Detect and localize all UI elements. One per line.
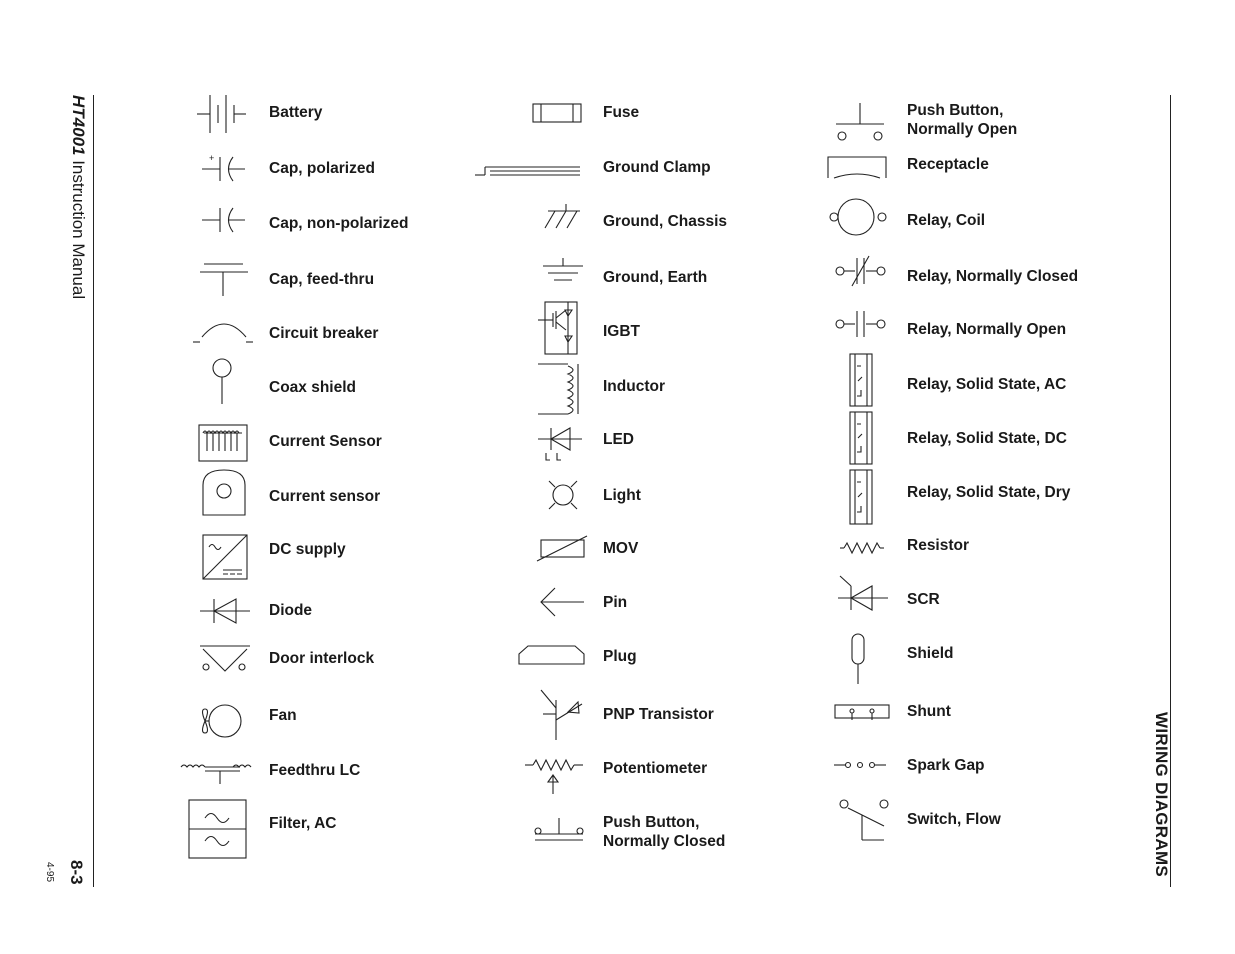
plug-symbol	[519, 646, 584, 664]
label-receptacle: Receptacle	[907, 156, 989, 173]
receptacle-symbol	[828, 157, 886, 178]
label-push-button-no-line2: Normally Open	[907, 121, 1018, 138]
label-cap-polarized: Cap, polarized	[269, 160, 375, 177]
label-light: Light	[603, 487, 641, 504]
relay-nc-symbol	[836, 256, 885, 286]
potentiometer-symbol	[525, 760, 583, 794]
fuse-symbol	[533, 104, 581, 122]
dc-supply-symbol	[203, 535, 247, 579]
ground-chassis-symbol	[545, 204, 580, 228]
label-ground-earth: Ground, Earth	[603, 269, 708, 286]
label-pnp-transistor: PNP Transistor	[603, 706, 714, 723]
label-relay-ss-dry: Relay, Solid State, Dry	[907, 484, 1071, 501]
relay-coil-symbol	[830, 199, 886, 235]
section-title: WIRING DIAGRAMS	[1152, 712, 1171, 878]
label-plug: Plug	[603, 648, 637, 665]
label-ground-chassis: Ground, Chassis	[603, 213, 728, 230]
battery-symbol	[197, 95, 246, 133]
inductor-symbol	[538, 364, 578, 414]
plus-mark: +	[209, 153, 215, 163]
label-relay-coil: Relay, Coil	[907, 212, 986, 229]
label-diode: Diode	[269, 602, 313, 619]
label-circuit-breaker: Circuit breaker	[269, 325, 379, 342]
manual-title: Instruction Manual	[69, 155, 88, 300]
scr-symbol	[838, 576, 888, 610]
cap-nonpolarized-symbol	[202, 208, 245, 232]
label-cap-nonpolarized: Cap, non-polarized	[269, 215, 409, 232]
label-filter-ac: Filter, AC	[269, 815, 337, 832]
relay-ssr-dry-symbol	[850, 470, 872, 524]
label-relay-nc: Relay, Normally Closed	[907, 268, 1079, 285]
label-mov: MOV	[603, 540, 639, 557]
pnp-transistor-symbol	[541, 690, 582, 740]
model-name: HT4001	[69, 95, 88, 156]
label-spark-gap: Spark Gap	[907, 757, 985, 774]
label-resistor: Resistor	[907, 537, 970, 554]
current-sensor-box-symbol	[199, 425, 247, 461]
door-interlock-symbol	[200, 646, 250, 671]
igbt-symbol	[538, 302, 577, 354]
label-battery: Battery	[269, 104, 323, 121]
revision-date: 4-95	[44, 862, 55, 883]
label-fan: Fan	[269, 707, 297, 724]
shield-symbol	[852, 634, 864, 684]
relay-ssr-ac-symbol	[850, 354, 872, 406]
page-number: 8-3	[67, 860, 86, 885]
feedthru-lc-symbol	[181, 765, 251, 784]
label-push-button-nc-line2: Normally Closed	[603, 833, 726, 850]
label-shield: Shield	[907, 645, 954, 662]
label-push-button-nc-line1: Push Button,	[603, 814, 700, 831]
label-relay-no: Relay, Normally Open	[907, 321, 1067, 338]
fan-symbol	[203, 705, 242, 737]
label-door-interlock: Door interlock	[269, 650, 375, 667]
label-shunt: Shunt	[907, 703, 951, 720]
label-switch-flow: Switch, Flow	[907, 811, 1001, 828]
label-relay-ss-ac: Relay, Solid State, AC	[907, 376, 1067, 393]
label-current-sensor-1: Current Sensor	[269, 433, 382, 450]
spark-gap-symbol	[834, 763, 886, 768]
current-sensor-ring-symbol	[203, 470, 245, 515]
push-button-nc-symbol	[535, 818, 583, 840]
label-led: LED	[603, 431, 634, 448]
label-push-button-no-line1: Push Button,	[907, 102, 1004, 119]
relay-ssr-dc-symbol	[850, 412, 872, 464]
label-current-sensor-2: Current sensor	[269, 488, 381, 505]
label-cap-feedthru: Cap, feed-thru	[269, 271, 375, 288]
diode-symbol	[200, 599, 250, 623]
ground-earth-symbol	[543, 258, 583, 280]
label-scr: SCR	[907, 591, 940, 608]
label-pin: Pin	[603, 594, 628, 611]
label-dc-supply: DC supply	[269, 541, 346, 558]
light-symbol	[549, 481, 577, 509]
circuit-breaker-symbol	[193, 324, 253, 342]
mov-symbol	[537, 536, 587, 561]
resistor-symbol	[840, 543, 884, 553]
coax-shield-symbol	[213, 359, 231, 404]
label-potentiometer: Potentiometer	[603, 760, 708, 777]
cap-feedthru-symbol	[200, 264, 248, 296]
label-coax-shield: Coax shield	[269, 379, 356, 396]
shunt-symbol	[835, 705, 889, 720]
label-ground-clamp: Ground Clamp	[603, 159, 711, 176]
switch-flow-symbol	[840, 800, 888, 840]
label-igbt: IGBT	[603, 323, 641, 340]
label-relay-ss-dc: Relay, Solid State, DC	[907, 430, 1067, 447]
led-symbol	[538, 428, 582, 460]
label-inductor: Inductor	[603, 378, 665, 395]
relay-no-symbol	[836, 311, 885, 337]
push-button-no-symbol	[836, 103, 884, 140]
filter-ac-symbol	[189, 800, 246, 858]
label-fuse: Fuse	[603, 104, 640, 121]
label-feedthru-lc: Feedthru LC	[269, 762, 361, 779]
pin-symbol	[541, 588, 584, 616]
ground-clamp-symbol	[475, 167, 580, 175]
